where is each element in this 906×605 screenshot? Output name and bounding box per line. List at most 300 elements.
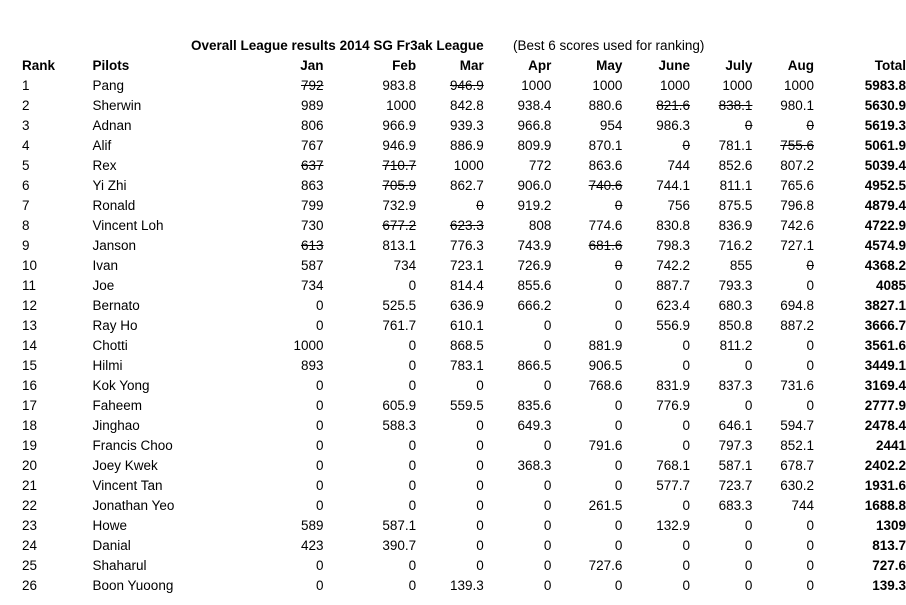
rank-cell: 4 (22, 138, 30, 153)
score-cell-feb: 0 (408, 378, 417, 393)
score-cell-mar: 0 (476, 438, 484, 453)
score-cell-june: 756 (667, 198, 691, 213)
rank-cell: 9 (22, 238, 30, 253)
score-cell-may: 681.6 (588, 238, 623, 253)
results-body (16, 76, 906, 596)
score-cell-july: 680.3 (718, 298, 753, 313)
score-cell-apr: 855.6 (517, 278, 552, 293)
score-cell-feb: 677.2 (382, 218, 417, 233)
score-cell-apr: 0 (543, 438, 552, 453)
table-row (16, 456, 906, 476)
rank-cell: 15 (22, 358, 38, 373)
score-cell-mar: 0 (476, 518, 484, 533)
total-cell: 139.3 (872, 578, 906, 593)
score-cell-may: 880.6 (588, 98, 623, 113)
total-cell: 5619.3 (864, 118, 906, 133)
total-cell: 2478.4 (864, 418, 906, 433)
score-cell-apr: 906.0 (517, 178, 552, 193)
score-cell-apr: 772 (528, 158, 552, 173)
score-cell-june: 887.7 (656, 278, 691, 293)
table-row (16, 396, 906, 416)
table-row (16, 216, 906, 236)
pilot-name-cell: Vincent Tan (92, 478, 163, 493)
col-header-aug: Aug (787, 58, 814, 73)
score-cell-june: 0 (682, 338, 691, 353)
score-cell-apr: 919.2 (517, 198, 552, 213)
pilot-name-cell: Francis Choo (92, 438, 173, 453)
score-cell-july: 1000 (722, 78, 753, 93)
score-cell-mar: 862.7 (449, 178, 484, 193)
score-cell-apr: 0 (543, 538, 552, 553)
score-cell-mar: 946.9 (449, 78, 484, 93)
score-cell-mar: 776.3 (449, 238, 484, 253)
rank-cell: 17 (22, 398, 38, 413)
score-cell-may: 0 (614, 578, 623, 593)
score-cell-may: 774.6 (588, 218, 623, 233)
total-cell: 4722.9 (864, 218, 906, 233)
score-cell-june: 577.7 (656, 478, 691, 493)
total-cell: 4952.5 (864, 178, 906, 193)
score-cell-jan: 893 (300, 358, 324, 373)
score-cell-july: 837.3 (718, 378, 753, 393)
score-cell-june: 132.9 (656, 518, 691, 533)
total-cell: 4085 (875, 278, 906, 293)
total-cell: 1931.6 (864, 478, 906, 493)
rank-cell: 25 (22, 558, 38, 573)
score-cell-july: 646.1 (718, 418, 753, 433)
col-header-rank: Rank (22, 58, 56, 73)
score-cell-july: 587.1 (718, 458, 753, 473)
header-row (16, 56, 906, 76)
score-cell-aug: 630.2 (780, 478, 814, 493)
pilot-name-cell: Yi Zhi (92, 178, 127, 193)
score-cell-jan: 423 (300, 538, 324, 553)
pilot-name-cell: Ray Ho (92, 318, 138, 333)
pilot-name-cell: Alif (92, 138, 112, 153)
table-row (16, 156, 906, 176)
score-cell-aug: 744 (791, 498, 814, 513)
pilot-name-cell: Ivan (92, 258, 119, 273)
sheet-title: Overall League results 2014 SG Fr3ak League (191, 38, 484, 53)
score-cell-may: 881.9 (588, 338, 623, 353)
pilot-name-cell: Faheem (92, 398, 143, 413)
rank-cell: 26 (22, 578, 38, 593)
col-header-july: July (725, 58, 753, 73)
score-cell-may: 791.6 (588, 438, 623, 453)
total-cell: 1688.8 (864, 498, 906, 513)
score-cell-aug: 807.2 (780, 158, 814, 173)
total-cell: 5983.8 (864, 78, 906, 93)
score-cell-mar: 0 (476, 418, 484, 433)
table-row (16, 576, 906, 596)
score-cell-feb: 588.3 (382, 418, 417, 433)
score-cell-aug: 678.7 (780, 458, 814, 473)
score-cell-july: 0 (744, 518, 753, 533)
col-header-may: May (596, 58, 623, 73)
table-row (16, 196, 906, 216)
score-cell-apr: 835.6 (517, 398, 552, 413)
table-row (16, 496, 906, 516)
score-cell-june: 776.9 (656, 398, 691, 413)
pilot-name-cell: Kok Yong (92, 378, 150, 393)
score-cell-may: 0 (614, 318, 623, 333)
score-cell-aug: 731.6 (780, 378, 814, 393)
total-cell: 727.6 (872, 558, 906, 573)
score-cell-aug: 0 (806, 538, 814, 553)
score-cell-june: 744 (667, 158, 691, 173)
score-cell-may: 0 (614, 538, 623, 553)
total-cell: 5061.9 (864, 138, 906, 153)
score-cell-mar: 0 (476, 198, 484, 213)
score-cell-july: 0 (744, 578, 753, 593)
score-cell-jan: 589 (300, 518, 324, 533)
rank-cell: 6 (22, 178, 30, 193)
total-cell: 3449.1 (864, 358, 906, 373)
score-cell-aug: 796.8 (780, 198, 814, 213)
score-cell-apr: 0 (543, 318, 552, 333)
score-cell-june: 742.2 (656, 258, 691, 273)
score-cell-may: 0 (614, 298, 623, 313)
rank-cell: 23 (22, 518, 38, 533)
score-cell-aug: 0 (806, 118, 814, 133)
score-cell-july: 723.7 (718, 478, 753, 493)
score-cell-june: 831.9 (656, 378, 691, 393)
total-cell: 3561.6 (864, 338, 906, 353)
total-cell: 5039.4 (864, 158, 906, 173)
score-cell-jan: 587 (300, 258, 324, 273)
score-cell-aug: 0 (806, 338, 814, 353)
col-header-total: Total (874, 58, 906, 73)
col-header-june: June (658, 58, 691, 73)
rank-cell: 13 (22, 318, 38, 333)
score-cell-apr: 808 (528, 218, 552, 233)
score-cell-july: 683.3 (718, 498, 753, 513)
table-row (16, 356, 906, 376)
score-cell-feb: 734 (393, 258, 417, 273)
score-cell-apr: 666.2 (517, 298, 552, 313)
score-cell-june: 821.6 (656, 98, 691, 113)
pilot-name-cell: Boon Yuoong (92, 578, 174, 593)
score-cell-mar: 636.9 (449, 298, 484, 313)
score-cell-june: 0 (682, 558, 691, 573)
score-cell-aug: 0 (806, 258, 814, 273)
score-cell-july: 838.1 (718, 98, 753, 113)
score-cell-jan: 0 (315, 498, 324, 513)
score-cell-feb: 983.8 (382, 78, 417, 93)
score-cell-feb: 705.9 (382, 178, 417, 193)
score-cell-mar: 0 (476, 378, 484, 393)
score-cell-aug: 0 (806, 558, 814, 573)
pilot-name-cell: Pang (92, 78, 125, 93)
score-cell-july: 0 (744, 398, 753, 413)
score-cell-mar: 886.9 (449, 138, 484, 153)
score-cell-may: 740.6 (588, 178, 623, 193)
score-cell-aug: 0 (806, 578, 814, 593)
pilot-name-cell: Shaharul (92, 558, 147, 573)
score-cell-july: 0 (744, 538, 753, 553)
score-cell-june: 0 (682, 498, 691, 513)
score-cell-june: 798.3 (656, 238, 691, 253)
rank-cell: 18 (22, 418, 38, 433)
pilot-name-cell: Jonathan Yeo (92, 498, 175, 513)
score-cell-june: 744.1 (656, 178, 691, 193)
score-cell-jan: 730 (300, 218, 324, 233)
pilot-name-cell: Adnan (92, 118, 132, 133)
score-cell-july: 875.5 (718, 198, 753, 213)
score-cell-feb: 605.9 (382, 398, 417, 413)
score-cell-feb: 390.7 (382, 538, 417, 553)
table-row (16, 476, 906, 496)
score-cell-aug: 0 (806, 518, 814, 533)
score-cell-apr: 368.3 (517, 458, 552, 473)
score-cell-feb: 0 (408, 578, 417, 593)
score-cell-apr: 866.5 (517, 358, 552, 373)
score-cell-feb: 1000 (386, 98, 417, 113)
score-cell-jan: 0 (315, 458, 324, 473)
score-cell-mar: 783.1 (449, 358, 484, 373)
score-cell-feb: 813.1 (382, 238, 417, 253)
score-cell-may: 870.1 (588, 138, 623, 153)
score-cell-mar: 868.5 (449, 338, 484, 353)
score-cell-may: 0 (614, 198, 623, 213)
score-cell-apr: 966.8 (517, 118, 552, 133)
score-cell-apr: 0 (543, 578, 552, 593)
score-cell-mar: 559.5 (449, 398, 484, 413)
score-cell-june: 0 (682, 138, 691, 153)
score-cell-july: 850.8 (718, 318, 753, 333)
rank-cell: 7 (22, 198, 30, 213)
score-cell-july: 0 (744, 358, 753, 373)
score-cell-apr: 938.4 (517, 98, 552, 113)
rank-cell: 14 (22, 338, 38, 353)
score-cell-mar: 139.3 (449, 578, 484, 593)
pilot-name-cell: Jinghao (92, 418, 140, 433)
total-cell: 4574.9 (864, 238, 906, 253)
pilot-name-cell: Howe (92, 518, 128, 533)
score-cell-july: 781.1 (718, 138, 753, 153)
score-cell-jan: 0 (315, 478, 324, 493)
score-cell-apr: 0 (543, 378, 552, 393)
score-cell-mar: 0 (476, 458, 484, 473)
pilot-name-cell: Bernato (92, 298, 140, 313)
rank-cell: 2 (22, 98, 30, 113)
score-cell-mar: 623.3 (449, 218, 484, 233)
rank-cell: 11 (22, 278, 37, 293)
score-cell-aug: 852.1 (780, 438, 814, 453)
score-cell-june: 0 (682, 438, 691, 453)
score-cell-apr: 0 (543, 558, 552, 573)
table-row (16, 176, 906, 196)
score-cell-feb: 0 (408, 558, 417, 573)
pilot-name-cell: Ronald (92, 198, 136, 213)
score-cell-mar: 723.1 (449, 258, 484, 273)
pilot-name-cell: Danial (92, 538, 131, 553)
score-cell-may: 863.6 (588, 158, 623, 173)
score-cell-feb: 0 (408, 438, 417, 453)
score-cell-apr: 0 (543, 498, 552, 513)
score-cell-may: 954 (599, 118, 623, 133)
score-cell-may: 0 (614, 518, 623, 533)
col-header-jan: Jan (300, 58, 324, 73)
rank-cell: 20 (22, 458, 38, 473)
score-cell-jan: 792 (300, 78, 324, 93)
score-cell-apr: 1000 (521, 78, 552, 93)
score-cell-july: 0 (744, 558, 753, 573)
table-row (16, 276, 906, 296)
total-cell: 2402.2 (864, 458, 906, 473)
score-cell-june: 0 (682, 358, 691, 373)
total-cell: 4368.2 (864, 258, 906, 273)
score-cell-aug: 765.6 (780, 178, 814, 193)
score-cell-jan: 637 (300, 158, 324, 173)
sheet-header (191, 38, 705, 53)
total-cell: 2777.9 (864, 398, 906, 413)
results-table (16, 56, 906, 596)
score-cell-aug: 594.7 (780, 418, 814, 433)
score-cell-aug: 727.1 (780, 238, 814, 253)
score-cell-jan: 989 (300, 98, 324, 113)
score-cell-feb: 0 (408, 478, 417, 493)
score-cell-july: 716.2 (718, 238, 753, 253)
rank-cell: 3 (22, 118, 30, 133)
score-cell-jan: 613 (300, 238, 324, 253)
score-cell-aug: 755.6 (780, 138, 814, 153)
rank-cell: 22 (22, 498, 38, 513)
score-cell-july: 0 (744, 118, 753, 133)
score-cell-feb: 0 (408, 338, 417, 353)
score-cell-feb: 710.7 (382, 158, 417, 173)
table-row (16, 256, 906, 276)
score-cell-feb: 587.1 (382, 518, 417, 533)
score-cell-may: 0 (614, 458, 623, 473)
score-cell-june: 830.8 (656, 218, 691, 233)
score-cell-feb: 525.5 (382, 298, 417, 313)
score-cell-apr: 809.9 (517, 138, 552, 153)
table-row (16, 136, 906, 156)
score-cell-aug: 694.8 (780, 298, 814, 313)
rank-cell: 1 (22, 78, 30, 93)
score-cell-jan: 0 (315, 438, 324, 453)
score-cell-july: 793.3 (718, 278, 753, 293)
score-cell-aug: 742.6 (780, 218, 814, 233)
table-row (16, 416, 906, 436)
score-cell-feb: 0 (408, 278, 417, 293)
score-cell-mar: 0 (476, 478, 484, 493)
score-cell-jan: 0 (315, 558, 324, 573)
score-cell-apr: 743.9 (517, 238, 552, 253)
score-cell-jan: 0 (315, 398, 324, 413)
pilot-name-cell: Sherwin (92, 98, 142, 113)
total-cell: 4879.4 (864, 198, 906, 213)
score-cell-july: 797.3 (718, 438, 753, 453)
rank-cell: 10 (22, 258, 38, 273)
score-cell-june: 768.1 (656, 458, 691, 473)
score-cell-feb: 0 (408, 358, 417, 373)
table-row (16, 336, 906, 356)
score-cell-jan: 0 (315, 318, 324, 333)
rank-cell: 19 (22, 438, 38, 453)
score-cell-jan: 0 (315, 418, 324, 433)
score-cell-feb: 966.9 (382, 118, 417, 133)
score-cell-june: 623.4 (656, 298, 691, 313)
score-cell-june: 556.9 (656, 318, 691, 333)
score-cell-jan: 806 (300, 118, 324, 133)
total-cell: 5630.9 (864, 98, 906, 113)
score-cell-jan: 767 (300, 138, 324, 153)
score-cell-may: 0 (614, 398, 623, 413)
score-cell-june: 0 (682, 538, 691, 553)
total-cell: 3169.4 (864, 378, 906, 393)
score-cell-aug: 1000 (783, 78, 814, 93)
total-cell: 2441 (875, 438, 906, 453)
table-row (16, 296, 906, 316)
score-cell-jan: 0 (315, 378, 324, 393)
table-row (16, 516, 906, 536)
rank-cell: 5 (22, 158, 30, 173)
score-cell-july: 855 (729, 258, 753, 273)
score-cell-mar: 0 (476, 558, 484, 573)
pilot-name-cell: Rex (92, 158, 117, 173)
col-header-apr: Apr (528, 58, 552, 73)
ranking-note: (Best 6 scores used for ranking) (513, 38, 705, 53)
score-cell-feb: 732.9 (382, 198, 417, 213)
score-cell-may: 906.5 (588, 358, 623, 373)
score-cell-july: 836.9 (718, 218, 753, 233)
total-cell: 1309 (875, 518, 906, 533)
rank-cell: 24 (22, 538, 38, 553)
score-cell-june: 0 (682, 578, 691, 593)
score-cell-mar: 814.4 (449, 278, 484, 293)
score-cell-jan: 734 (300, 278, 324, 293)
total-cell: 813.7 (872, 538, 906, 553)
table-row (16, 76, 906, 96)
score-cell-jan: 0 (315, 298, 324, 313)
total-cell: 3827.1 (864, 298, 906, 313)
rank-cell: 21 (22, 478, 38, 493)
score-cell-may: 1000 (592, 78, 623, 93)
score-cell-may: 0 (614, 258, 623, 273)
rank-cell: 8 (22, 218, 30, 233)
score-cell-june: 1000 (659, 78, 691, 93)
score-cell-may: 0 (614, 418, 623, 433)
score-cell-jan: 1000 (293, 338, 324, 353)
score-cell-mar: 1000 (453, 158, 484, 173)
col-header-mar: Mar (459, 58, 484, 73)
table-row (16, 116, 906, 136)
score-cell-jan: 0 (315, 578, 324, 593)
pilot-name-cell: Vincent Loh (92, 218, 164, 233)
score-cell-mar: 0 (476, 498, 484, 513)
score-cell-feb: 761.7 (382, 318, 417, 333)
score-cell-aug: 0 (806, 358, 814, 373)
score-cell-aug: 0 (806, 398, 814, 413)
pilot-name-cell: Chotti (92, 338, 128, 353)
score-cell-jan: 799 (300, 198, 324, 213)
score-cell-may: 0 (614, 278, 623, 293)
score-cell-may: 727.6 (588, 558, 623, 573)
table-row (16, 436, 906, 456)
score-cell-july: 811.1 (719, 178, 753, 193)
rank-cell: 16 (22, 378, 38, 393)
score-cell-apr: 726.9 (517, 258, 552, 273)
table-row (16, 236, 906, 256)
score-cell-july: 811.2 (719, 338, 753, 353)
score-cell-feb: 0 (408, 458, 417, 473)
score-cell-may: 768.6 (588, 378, 623, 393)
rank-cell: 12 (22, 298, 38, 313)
table-row (16, 316, 906, 336)
score-cell-may: 261.5 (588, 498, 623, 513)
